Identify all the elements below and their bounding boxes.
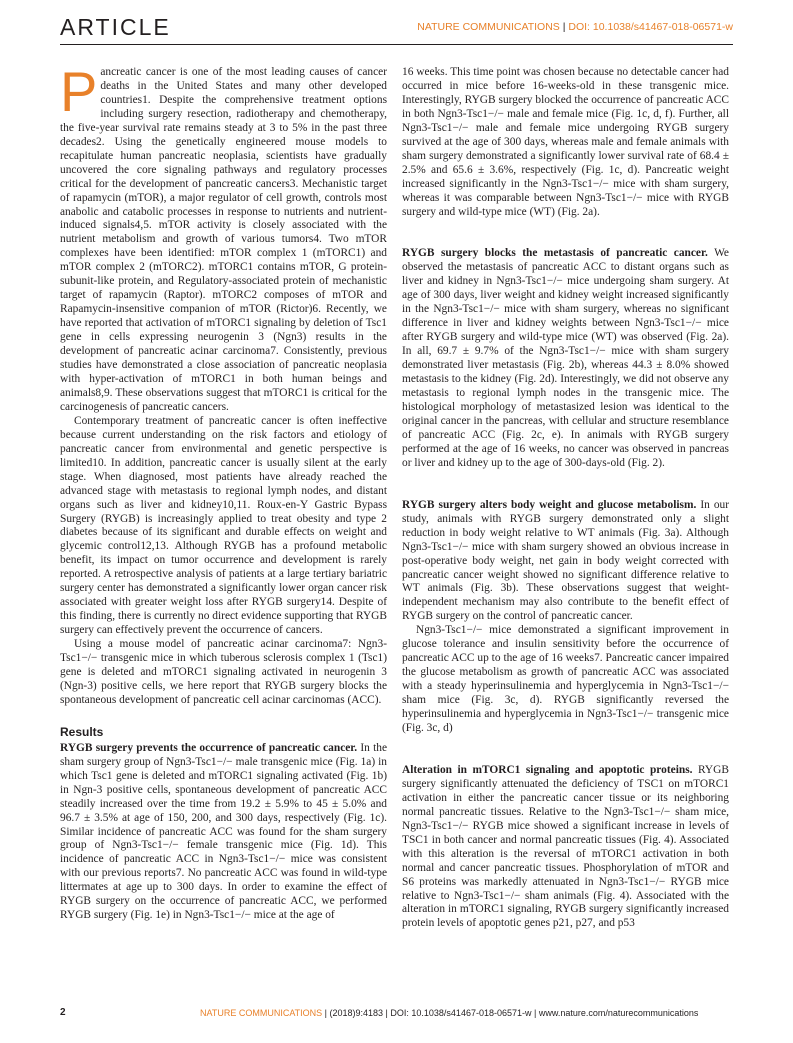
page-header	[60, 14, 733, 54]
weight-body: In our study, animals with RYGB surgery demonstrated only a slight reduction in body weight relative to WT animals (Fig. 3a). Although Ngn3-Tsc1−/− mice with sham surgery showed an obvious increase in post-operative body weight, net gain in body weight corrected with pancreatic cancer weight showed no significant difference relative to WT animals (Fig. 3b). These observations suggest that weight-independent mechanism may also contribute to the benefit effect of RYGB surgery on the control of pancreatic cancer.	[402, 498, 729, 623]
weight-paragraph	[402, 499, 729, 625]
journal-name: NATURE COMMUNICATIONS	[417, 21, 560, 33]
left-column	[60, 60, 387, 923]
intro-paragraph-3: Using a mouse model of pancreatic acinar carcinoma7: Ngn3-Tsc1−/− transgenic mice in which tuberous sclerosis complex 1 (Tsc1) gene is deleted and mTORC1 signaling activated in neurogenin 3 (Ngn-3) positive cells, we here report that RYGB surgery blocks the spontaneous development of pancreatic cell acinar carcinomas (ACC).	[60, 638, 387, 706]
intro-paragraph-1	[60, 60, 387, 415]
page-number: 2	[60, 1007, 66, 1018]
results-body: In the sham surgery group of Ngn3-Tsc1−/− male transgenic mice (Fig. 1a) in which Tsc1 gene is deleted and mTORC1 signaling activated (Fig. 1b) in Ngn-3 positive cells, spontaneous development of pancreatic ACC steadily increased over the time from 19.2 ± 5.9% to 45 ± 5.0% and 96.7 ± 3.5% at age of 150, 200, and 300 days, respectively (Fig. 1c). Similar incidence of pancreatic ACC was found for the sham surgery group of Ngn3-Tsc1−/− female transgenic mice (Fig. 1d). This incidence of pancreatic ACC in Ngn3-Tsc1−/− mice was consistent with our previous reports7. No pancreatic ACC was found in wild-type littermates at age up to 300 days. In order to examine the effect of RYGB surgery on the occurrence of pancreatic ACC, we performed RYGB surgery (Fig. 1e) in Ngn3-Tsc1−/− mice at the age of	[60, 741, 387, 922]
results-paragraph	[60, 742, 387, 923]
mtorc1-paragraph	[402, 764, 729, 931]
mtorc1-lead: Alteration in mTORC1 signaling and apoptotic proteins.	[402, 763, 693, 776]
metastasis-lead: RYGB surgery blocks the metastasis of pancreatic cancer.	[402, 247, 708, 260]
intro-paragraph-2: Contemporary treatment of pancreatic cancer is often ineffective because current understanding on the risk factors and etiology of pancreatic cancer from environmental and genetic perspective is limited10. In addition, pancreatic cancer is usually silent at the early stage. When diagnosed, most patients have already reached the advanced stage with metastasis to regional lymph nodes, and distant organs such as liver and kidney10,11. Roux-en-Y Gastric Bypass Surgery (RYGB) is increasingly applied to treat obesity and type 2 diabetes because of its significant and durable effects on weight and glycemic control12,13. Although RYGB has a profound metabolic benefit, its impact on tumor occurrence and development is rarely reported. A retrospective analysis of patients at a large tertiary bariatric surgery center has demonstrated a significantly lower organ cancer risk associated with greater weight loss after RYGB surgery14. Despite of this finding, there is currently no direct evidence supporting that RYGB surgery can effectively prevent the occurrence of cancers.	[60, 414, 387, 637]
journal-doi-line	[417, 21, 733, 33]
drop-cap: P	[60, 60, 98, 123]
results-heading: Results	[60, 724, 104, 739]
footer-citation	[200, 1008, 698, 1018]
continuation-paragraph: 16 weeks. This time point was chosen because no detectable cancer had occurred in mice before 16-weeks-old in these transgenic mice. Interestingly, RYGB surgery blocked the occurrence of pancreatic ACC in both Ngn3-Tsc1−/− male and female mice (Fig. 1c, d, f). Further, all Ngn3-Tsc1−/− male and female mice undergoing RYGB surgery survived at the age of 300 days, whereas male and female animals with sham surgery demonstrated a significantly lower survival rate of 68.4 ± 2.5% and 65.6 ± 3.6%, respectively (Fig. 1c, d). Pancreatic weight increased significantly in the Ngn3-Tsc1−/− mice with sham surgery, whereas it was comparable between Ngn3-Tsc1−/− mice with RYGB surgery and wild-type mice (WT) (Fig. 2a).	[402, 66, 729, 218]
spacer	[60, 708, 387, 726]
header-separator: |	[559, 21, 569, 33]
metastasis-body: We observed the metastasis of pancreatic ACC to distant organs such as liver and kidney in Ngn3-Tsc1−/− mice undergoing sham surgery. At age of 300 days, liver weight and kidney weight increased significantly in the Ngn3-Tsc1−/− mice with sham surgery, whereas no significant difference in liver and kidney weights between Ngn3-Tsc1−/− mice after RYGB surgery and wild-type mice (WT) was observed (Fig. 2a). In all, 69.7 ± 9.7% of the Ngn3-Tsc1−/− mice with sham surgery demonstrated liver metastasis (Fig. 2b), whereas 44.3 ± 8.0% showed metastasis to the kidney (Fig. 2d). Interestingly, we did not observe any metastasis to regional lymph nodes in the transgenic mice. The histological morphology of metastasized lesion was identical to the original cancer in the pancreas, with cellular and structure resemblance of pancreatic ACC (Fig. 2c, e). In animals with RYGB surgery performed at the age of 16 weeks, no cancer was observed in pancreas or liver and kidney up to the age of 300-days-old (Fig. 2).	[402, 247, 729, 469]
header-doi[interactable]: DOI: 10.1038/s41467-018-06571-w	[568, 21, 733, 33]
article-label: ARTICLE	[60, 14, 171, 40]
metastasis-paragraph	[402, 247, 729, 470]
footer-journal: NATURE COMMUNICATIONS	[200, 1008, 323, 1018]
intro-paragraph-1-text: ancreatic cancer is one of the most leading causes of cancer deaths in the United States and many other developed countries1. Despite the comprehensive treatment options including surgery resection, radiotherapy and chemotherapy, the five-year survival rate remains steady at 3 to 5% in the past three decades2. Using the genetically engineered mouse models to recapitulate human pancreatic neoplasia, scientists have gradually uncovered the core signaling pathways and regulatory processes critical for the development of pancreatic cancers3. Mechanistic target of rapamycin (mTOR), a major regulator of cell growth, controls most anabolic and catabolic processes in response to nutrients and nutrient-induced signals4,5. mTOR activity is closely associated with the nutrient metabolism and growth of various tumors4. Two mTOR complexes have been identified: mTOR complex 1 (mTORC1) and mTOR complex 2 (mTORC2). mTORC1 contains mTOR, G protein-subunit-like protein, and Regulatory-associated protein of mechanistic target of rapamycin (Raptor). mTORC2 composes of mTOR and Rapamycin-insensitive companion of mTOR (Rictor)6. Recently, we have reported that activation of mTORC1 signaling by deletion of Tsc1 gene in cells expressing neurogenin 3 (Ngn3) results in the development of pancreatic acinar carcinoma7. Consistently, previous studies have demonstrated a close association of pancreatic neoplasia with hyper-activation of mTORC1 in both human beings and animals8,9. These observations suggest that mTORC1 is critical for the carcinogenesis of pancreatic cancers.	[60, 66, 387, 413]
spacer	[402, 471, 729, 499]
footer-citation-text[interactable]: | (2018)9:4183 | DOI: 10.1038/s41467-018-06571-w | www.nature.com/naturecommunications	[322, 1008, 699, 1018]
page-footer	[60, 1007, 733, 1021]
spacer	[402, 736, 729, 764]
weight-lead: RYGB surgery alters body weight and glucose metabolism.	[402, 498, 697, 511]
mtorc1-body: RYGB surgery significantly attenuated the deficiency of TSC1 on mTORC1 activation in either the pancreatic cancer tissue or its neighboring normal pancreatic tissues. Relative to the Ngn3-Tsc1−/− sham mice, Ngn3-Tsc1−/− RYGB mice showed a significant increase in levels of TSC1 in both cancer and normal pancreatic tissues (Fig. 4). Associated with this alteration is the reversal of mTORC1 activation in both normal and cancer pancreatic tissues. Phosphorylation of mTOR and S6 proteins was markedly attenuated in Ngn3-Tsc1−/− RYGB mice relative to Ngn3-Tsc1−/− sham animals (Fig. 4). Associated with the alteration in mTORC1 signaling, RYGB surgery significantly increased protein levels of apoptotic genes p21, p27, and p53	[402, 763, 729, 930]
right-column	[402, 66, 729, 931]
results-lead: RYGB surgery prevents the occurrence of pancreatic cancer.	[60, 741, 358, 754]
glucose-paragraph: Ngn3-Tsc1−/− mice demonstrated a significant improvement in glucose tolerance and insulin sensitivity before the occurrence of pancreatic ACC up to the age of 16 weeks7. Pancreatic cancer impaired the glucose metabolism as growth of pancreatic ACC was associated with a steady hyperinsulinemia and hyperglycemia in Ngn3-Tsc1−/− sham mice (Fig. 3c, d). RYGB significantly reversed the hyperinsulinemia and hyperglycemia in Ngn3-Tsc1−/− transgenic mice (Fig. 3c, d)	[402, 624, 729, 734]
header-rule	[60, 44, 733, 45]
spacer	[402, 219, 729, 247]
